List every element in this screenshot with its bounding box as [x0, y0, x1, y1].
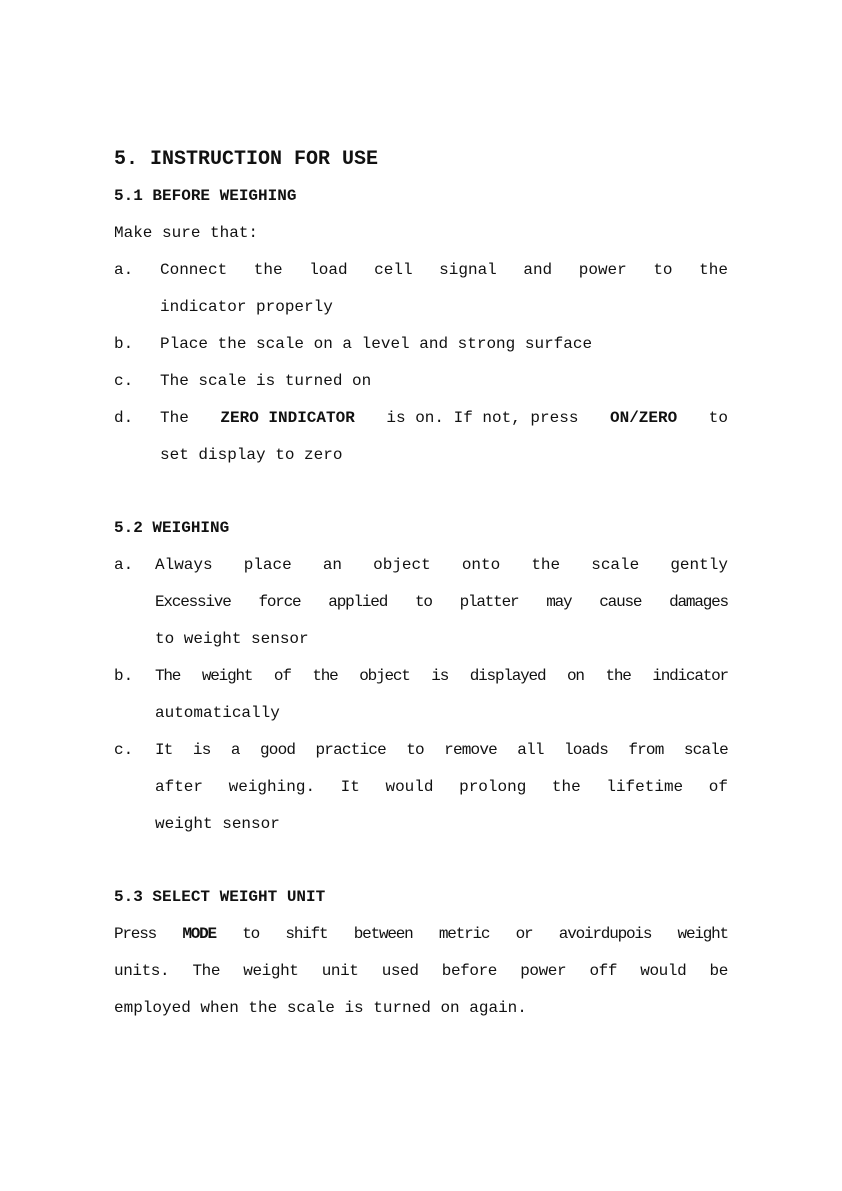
justified-line: It is a good practice to remove all loads from scale	[155, 741, 728, 759]
heading-select-weight-unit: 5.3 SELECT WEIGHT UNIT	[114, 888, 326, 906]
justified-line: Excessive force applied to platter may cause damages	[155, 593, 728, 611]
heading-weighing: 5.2 WEIGHING	[114, 519, 230, 537]
justified-line: Always place an object onto the scale gently	[155, 556, 728, 574]
paragraph-line: employed when the scale is turned on again.	[114, 999, 527, 1017]
list-item-c	[114, 363, 728, 400]
list-item-a	[114, 252, 728, 326]
document-page	[114, 142, 728, 1027]
list-item-a	[114, 547, 728, 658]
justified-line: The weight of the object is displayed on the indicator	[155, 667, 728, 685]
on-zero-key-label: ON/ZERO	[610, 409, 678, 427]
intro-text: Make sure that:	[114, 224, 259, 242]
item-line: to weight sensor	[155, 630, 309, 648]
list-marker: b.	[114, 335, 134, 353]
justified-line: after weighing. It would prolong the lifetime of	[155, 778, 728, 796]
justified-line: The ZERO INDICATOR is on. If not, press ON/ZERO to	[160, 400, 728, 437]
item-line: weight sensor	[155, 815, 280, 833]
list-marker: a.	[114, 556, 134, 574]
item-line: set display to zero	[160, 446, 343, 464]
list-marker: a.	[114, 261, 134, 279]
list-marker: c.	[114, 741, 134, 759]
item-line: Place the scale on a level and strong surface	[160, 335, 593, 353]
justified-line: Press MODE to shift between metric or avoirdupois weight	[114, 916, 728, 953]
heading-before-weighing: 5.1 BEFORE WEIGHING	[114, 187, 297, 205]
mode-key-label: MODE	[182, 925, 216, 943]
item-line: automatically	[155, 704, 280, 722]
item-line: indicator properly	[160, 298, 333, 316]
justified-line: Connect the load cell signal and power to the	[160, 261, 728, 279]
list-item-b	[114, 326, 728, 363]
list-item-d	[114, 400, 728, 474]
list-item-c	[114, 732, 728, 843]
zero-indicator-label: ZERO INDICATOR	[220, 409, 355, 427]
justified-line: units. The weight unit used before power off would be	[114, 962, 728, 980]
item-line: The scale is turned on	[160, 372, 372, 390]
section-title: 5. INSTRUCTION FOR USE	[114, 148, 379, 171]
list-marker: c.	[114, 372, 134, 390]
list-marker: d.	[114, 409, 134, 427]
list-marker: b.	[114, 667, 134, 685]
list-item-b	[114, 658, 728, 732]
